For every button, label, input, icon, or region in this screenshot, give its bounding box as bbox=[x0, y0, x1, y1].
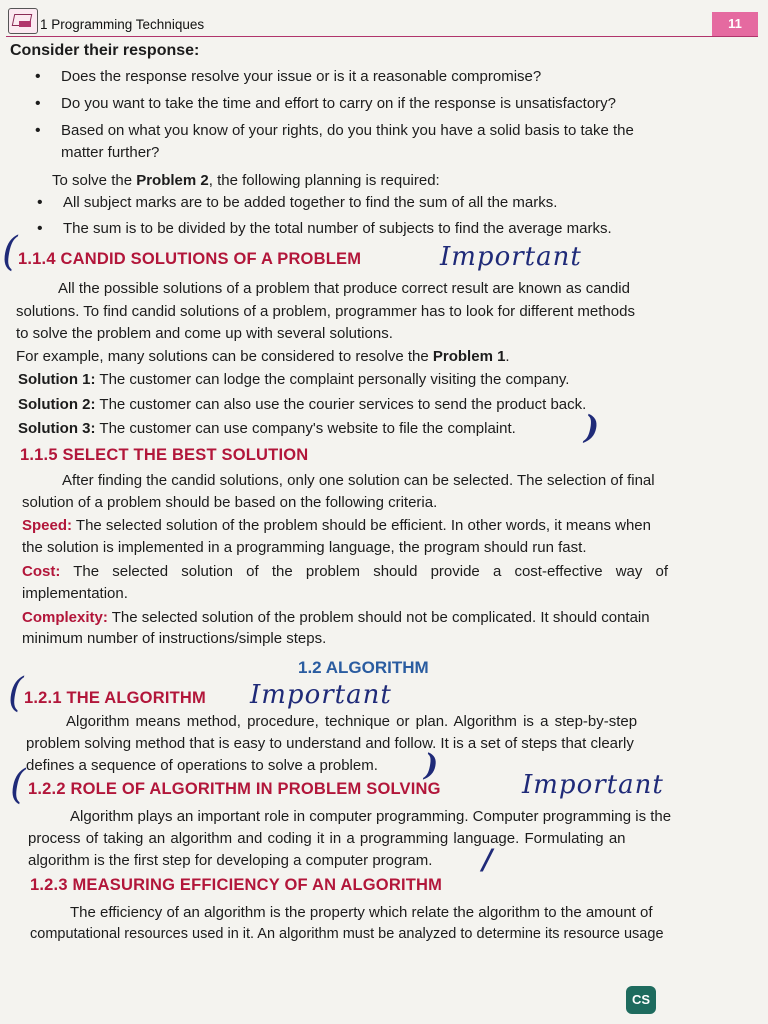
handwritten-bracket-mark: ( bbox=[10, 762, 26, 808]
criterion-text: The selected solution of the problem should not be complicated. It should contain bbox=[111, 609, 650, 626]
criterion-label: Speed: bbox=[22, 517, 73, 534]
solution-label: Solution 2: bbox=[18, 396, 96, 413]
section-heading-1-1-4: 1.1.4 CANDID SOLUTIONS OF A PROBLEM bbox=[18, 250, 362, 268]
paragraph-line: defines a sequence of operations to solve a problem. bbox=[26, 757, 378, 774]
book-logo-icon bbox=[8, 8, 38, 34]
solution-label: Solution 3: bbox=[18, 420, 96, 437]
paragraph-line: computational resources used in it. An algorithm must be analyzed to determine its resource usage bbox=[30, 926, 664, 942]
problem2-label: Problem 2 bbox=[136, 172, 209, 189]
paragraph-line: solution of a problem should be based on the following criteria. bbox=[22, 494, 438, 511]
list-item-continuation: matter further? bbox=[61, 144, 160, 161]
criterion-text: The selected solution of the problem should be efficient. In other words, it means when bbox=[75, 517, 651, 534]
list-item: • The sum is to be divided by the total number of subjects to find the average marks. bbox=[63, 220, 612, 237]
example-text-end: . bbox=[505, 348, 510, 365]
problem1-label: Problem 1 bbox=[432, 348, 506, 365]
paragraph-line: problem solving method that is easy to understand and follow. It is a set of steps that clearly bbox=[26, 735, 634, 752]
list-item: • Do you want to take the time and effort to carry on if the response is unsatisfactory? bbox=[61, 95, 616, 112]
paragraph-line: Algorithm means method, procedure, technique or plan. Algorithm is a step-by-step bbox=[66, 713, 638, 730]
list-item: • All subject marks are to be added together to find the sum of all the marks. bbox=[63, 194, 557, 211]
criterion-line: minimum number of instructions/simple steps. bbox=[22, 630, 327, 647]
handwritten-note: Important bbox=[250, 680, 392, 710]
page-number: 11 bbox=[712, 12, 758, 36]
section-heading-1-2-2: 1.2.2 ROLE OF ALGORITHM IN PROBLEM SOLVING bbox=[28, 780, 441, 798]
section-heading-1-1-5: 1.1.5 SELECT THE BEST SOLUTION bbox=[20, 446, 309, 464]
paragraph-line: algorithm is the first step for developing a computer program. bbox=[28, 852, 433, 869]
consider-heading: Consider their response: bbox=[10, 42, 200, 59]
criterion-line: implementation. bbox=[22, 585, 128, 602]
solution-label: Solution 1: bbox=[18, 371, 96, 388]
handwritten-bracket-mark: ( bbox=[8, 670, 24, 716]
page-header bbox=[6, 6, 758, 37]
chapter-title: 1 Programming Techniques bbox=[40, 17, 205, 32]
problem2-intro bbox=[52, 171, 440, 190]
section-heading-1-2-3: 1.2.3 MEASURING EFFICIENCY OF AN ALGORITHM bbox=[30, 876, 443, 894]
handwritten-note: Important bbox=[522, 770, 664, 800]
handwritten-bracket-mark: ) bbox=[584, 408, 600, 446]
section-heading-1-2-1: 1.2.1 THE ALGORITHM bbox=[24, 689, 206, 707]
list-item: • Does the response resolve your issue or is it a reasonable compromise? bbox=[61, 68, 541, 85]
solution-line bbox=[18, 419, 516, 438]
example-text: For example, many solutions can be considered to resolve the bbox=[16, 348, 433, 365]
paragraph-line: The efficiency of an algorithm is the property which relate the algorithm to the amount of bbox=[70, 904, 653, 921]
criterion-line bbox=[22, 608, 650, 627]
criterion-label: Complexity: bbox=[22, 609, 108, 626]
paragraph-line: process of taking an algorithm and coding it in a programming language. Formulating an bbox=[28, 830, 626, 847]
solution-text: The customer can lodge the complaint personally visiting the company. bbox=[99, 371, 570, 388]
handwritten-bracket-mark: / bbox=[482, 843, 493, 876]
solution-text: The customer can also use the courier services to send the product back. bbox=[99, 396, 587, 413]
paragraph-line: Algorithm plays an important role in computer programming. Computer programming is the bbox=[70, 808, 672, 825]
paragraph-line: After finding the candid solutions, only one solution can be selected. The selection of final bbox=[62, 472, 655, 489]
list-item: • Based on what you know of your rights, do you think you have a solid basis to take the bbox=[61, 122, 634, 139]
handwritten-bracket-mark: ( bbox=[2, 229, 18, 275]
paragraph-line: to solve the problem and come up with several solutions. bbox=[16, 325, 393, 342]
paragraph-line: solutions. To find candid solutions of a problem, programmer has to look for different methods bbox=[16, 303, 635, 320]
handwritten-bracket-mark: ) bbox=[424, 748, 439, 783]
problem2-intro-text: To solve the bbox=[52, 172, 137, 189]
criterion-line: the solution is implemented in a programming language, the program should run fast. bbox=[22, 539, 587, 556]
solution-line bbox=[18, 370, 569, 389]
camscanner-badge: CS bbox=[626, 986, 656, 1014]
criterion-label: Cost: bbox=[22, 563, 61, 580]
criterion-line bbox=[22, 562, 668, 581]
criterion-text: The selected solution of the problem should provide a cost-effective way of bbox=[73, 563, 669, 580]
section-heading-1-2: 1.2 ALGORITHM bbox=[298, 658, 429, 677]
paragraph-line: All the possible solutions of a problem that produce correct result are known as candid bbox=[58, 280, 630, 297]
criterion-line bbox=[22, 516, 651, 535]
problem2-intro-text-end: , the following planning is required: bbox=[208, 172, 440, 189]
solution-text: The customer can use company's website to file the complaint. bbox=[99, 420, 516, 437]
handwritten-note: Important bbox=[440, 242, 582, 272]
example-line bbox=[16, 347, 510, 366]
solution-line bbox=[18, 395, 586, 414]
